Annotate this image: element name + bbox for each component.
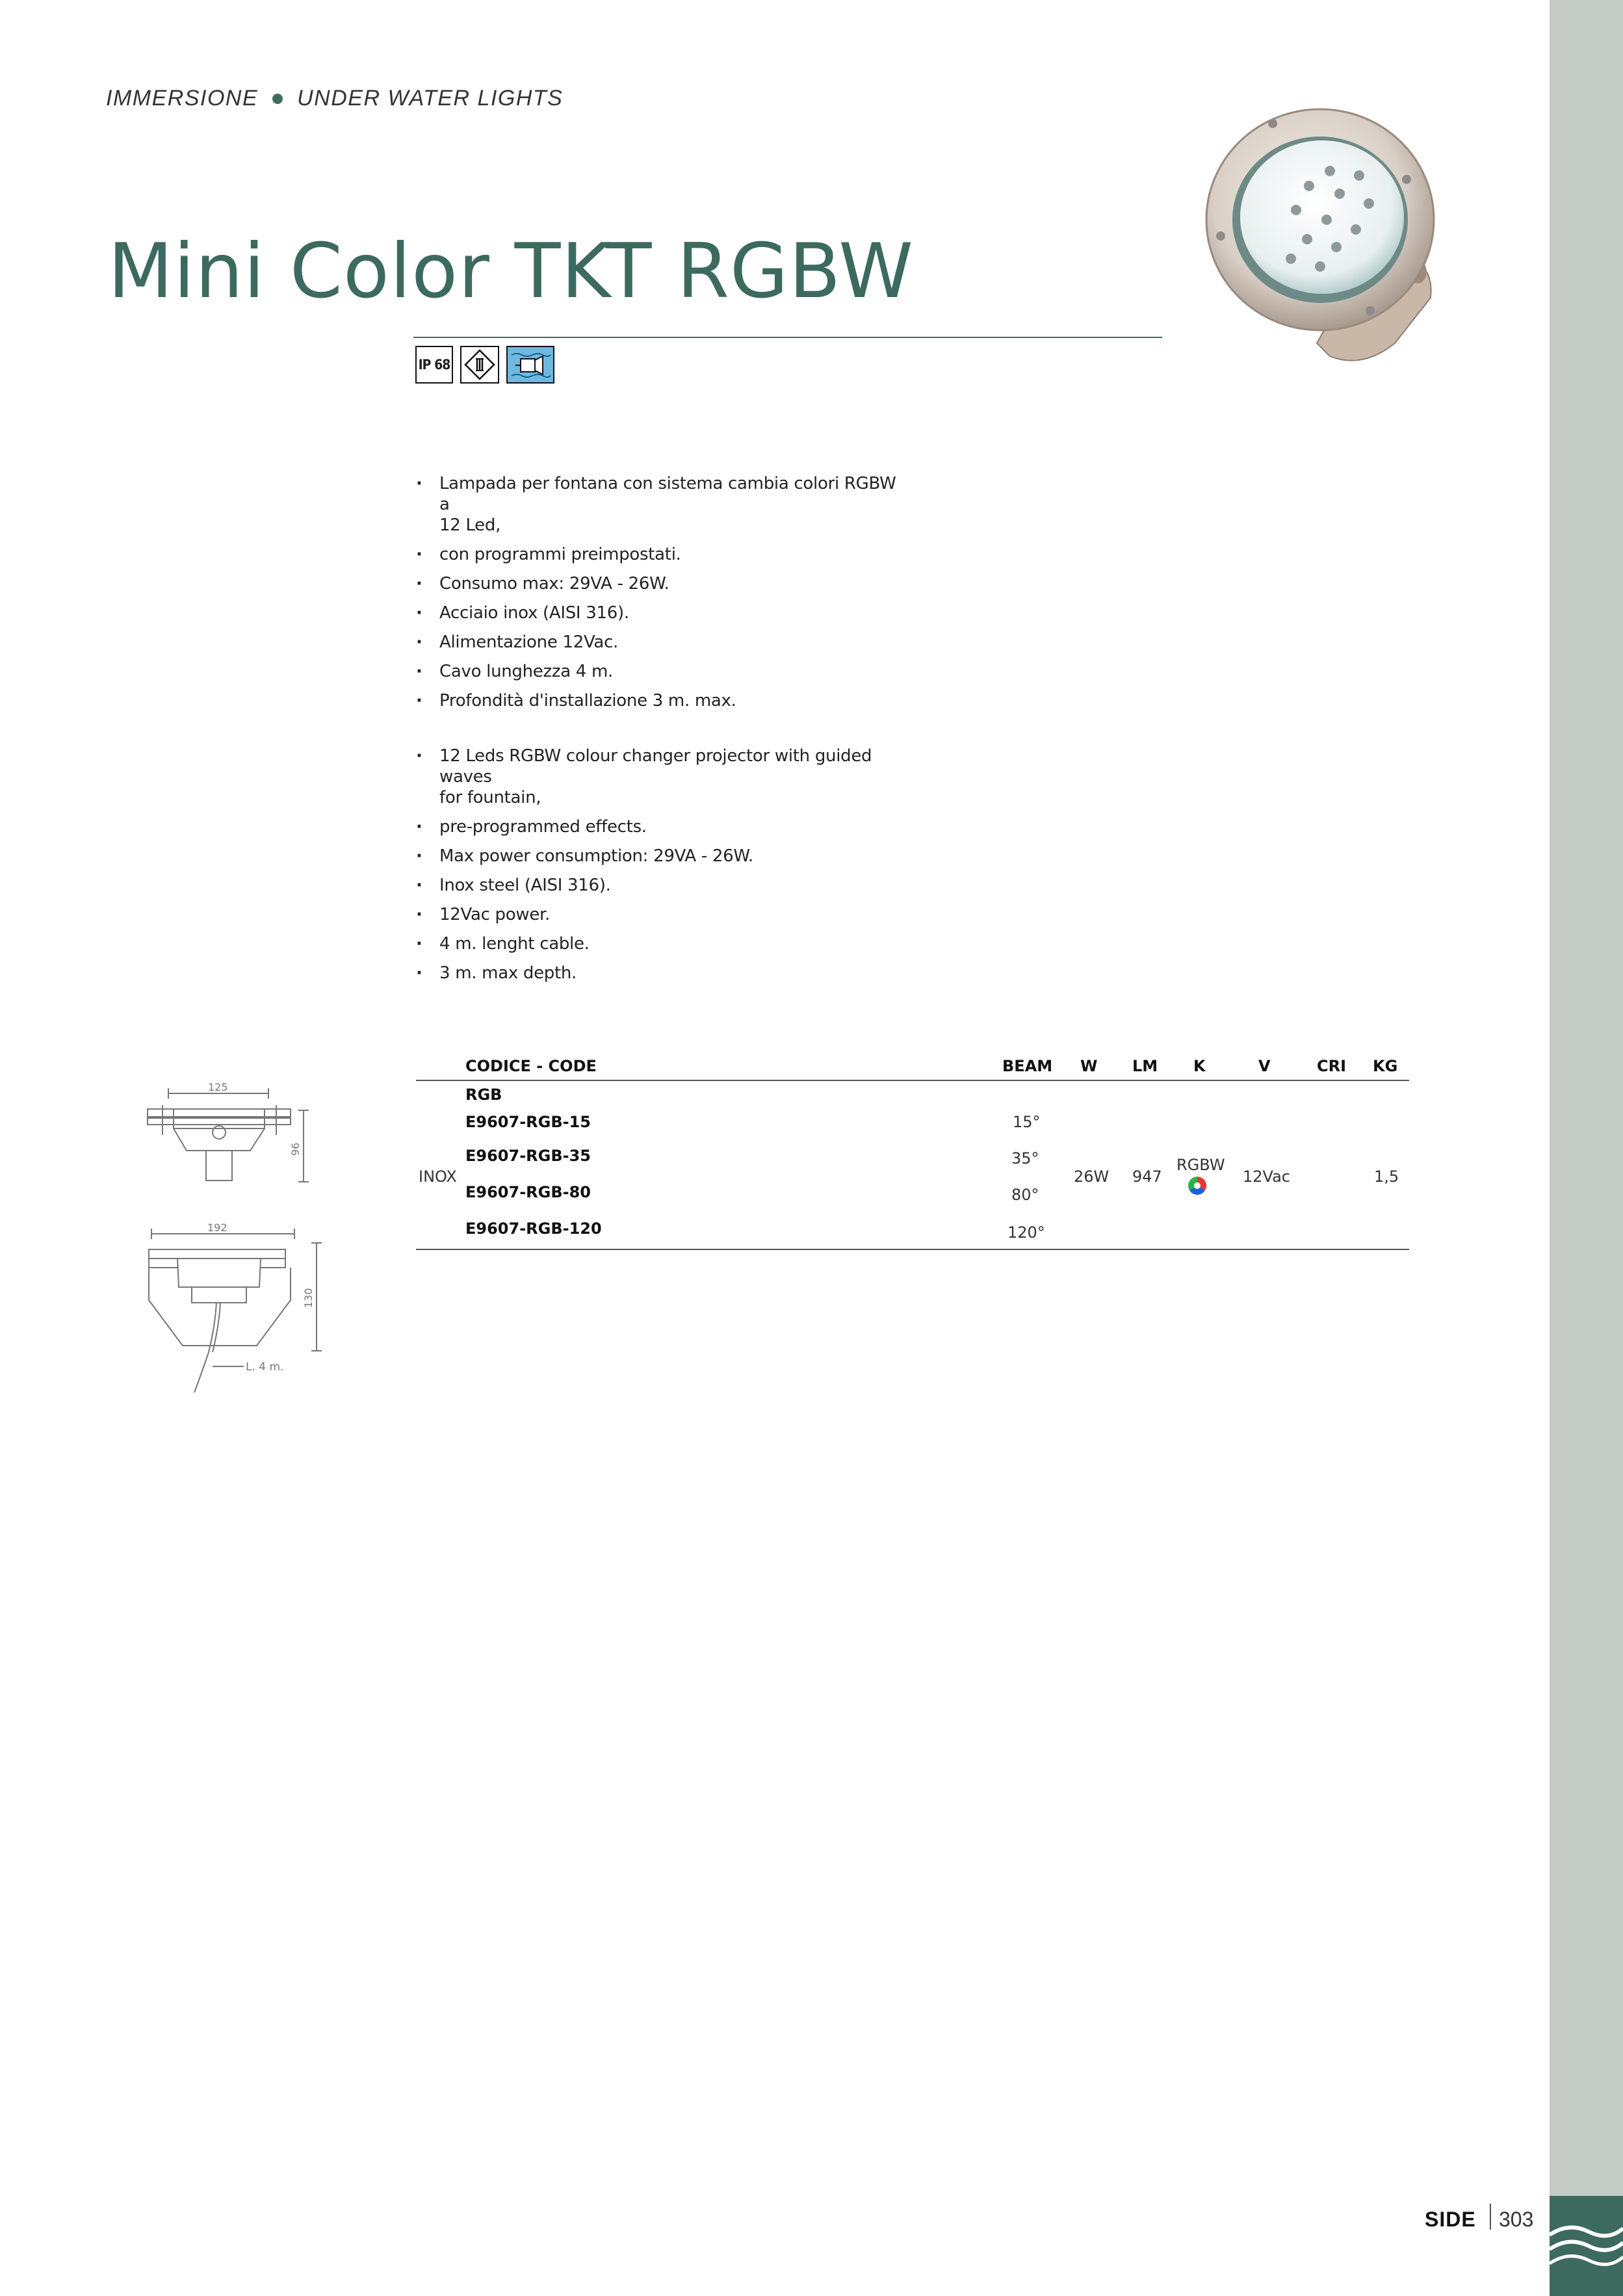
row-code-1: E9607-RGB-15 <box>465 1113 591 1131</box>
dim-cable: L. 4 m. <box>246 1361 284 1374</box>
footer-divider <box>1490 2204 1491 2230</box>
ip-rating-badge: IP 68 <box>415 346 453 384</box>
row-beam-1: 15° <box>1013 1113 1041 1131</box>
header-k: K <box>1193 1057 1206 1075</box>
title-divider <box>413 337 1162 338</box>
waves-logo-icon <box>1550 2196 1623 2296</box>
specs-english <box>416 746 897 984</box>
spec-en-5: · 12Vac power. <box>416 904 897 925</box>
weight-value: 1,5 <box>1374 1168 1399 1186</box>
dim-width-side: 192 <box>207 1221 227 1234</box>
row-code-4: E9607-RGB-120 <box>465 1220 602 1238</box>
dim-width-top: 125 <box>208 1081 228 1093</box>
material-value: INOX <box>419 1168 457 1186</box>
spec-it-3: · Consumo max: 29VA - 26W. <box>416 573 897 594</box>
row-beam-4: 120° <box>1007 1223 1045 1242</box>
spec-en-2: · pre-programmed effects. <box>416 816 897 837</box>
spec-it-6: · Cavo lunghezza 4 m. <box>416 661 897 682</box>
header-code: CODICE - CODE <box>465 1057 597 1075</box>
rgb-color-wheel-icon <box>1187 1175 1208 1196</box>
spec-en-7: · 3 m. max depth. <box>416 963 897 984</box>
category-en: UNDER WATER LIGHTS <box>297 86 564 111</box>
table-header-rule <box>416 1080 1409 1081</box>
row-code-2: E9607-RGB-35 <box>465 1147 591 1165</box>
spec-it-1: · Lampada per fontana con sistema cambia colori RGBW a 12 Led, <box>416 473 897 536</box>
spec-it-5: · Alimentazione 12Vac. <box>416 632 897 653</box>
header-v: V <box>1258 1057 1271 1075</box>
lumen-value: 947 <box>1132 1168 1162 1186</box>
header-lm: LM <box>1132 1057 1158 1075</box>
spec-en-4: · Inox steel (AISI 316). <box>416 875 897 896</box>
dim-height-top: 96 <box>289 1142 302 1156</box>
specifications <box>416 473 897 992</box>
spec-en-6: · 4 m. lenght cable. <box>416 933 897 954</box>
spec-en-1: · 12 Leds RGBW colour changer projector with guided waves for fountain, <box>416 746 897 808</box>
row-code-3: E9607-RGB-80 <box>465 1183 591 1201</box>
category-breadcrumb <box>106 86 563 111</box>
technical-drawing <box>140 1079 335 1404</box>
bullet-dot-icon <box>272 94 283 104</box>
row-beam-3: 80° <box>1011 1186 1039 1204</box>
class-iii-icon <box>460 346 499 384</box>
certification-icons <box>415 346 554 384</box>
table-footer-rule <box>416 1249 1409 1250</box>
page-title: Mini Color TKT RGBW <box>108 228 914 315</box>
footer-brand: SIDE <box>1425 2208 1476 2231</box>
header-beam: BEAM <box>1002 1057 1053 1075</box>
spec-it-7: · Profondità d'installazione 3 m. max. <box>416 690 897 711</box>
sidebar-band <box>1550 0 1623 2296</box>
row-beam-2: 35° <box>1011 1149 1039 1168</box>
page-number: 303 <box>1499 2208 1534 2231</box>
spec-it-4: · Acciaio inox (AISI 316). <box>416 603 897 623</box>
underwater-light-icon <box>506 346 554 384</box>
category-it: IMMERSIONE <box>106 86 259 111</box>
dim-height-side: 130 <box>302 1288 315 1308</box>
group-label: RGB <box>465 1086 502 1104</box>
header-kg: KG <box>1373 1057 1398 1075</box>
voltage-value: 12Vac <box>1243 1168 1290 1186</box>
kelvin-value: RGBW <box>1176 1156 1225 1174</box>
specs-italian <box>416 473 897 711</box>
header-w: W <box>1080 1057 1098 1075</box>
watt-value: 26W <box>1074 1168 1110 1186</box>
spec-en-3: · Max power consumption: 29VA - 26W. <box>416 846 897 867</box>
product-photo <box>1200 96 1447 376</box>
header-cri: CRI <box>1317 1057 1347 1075</box>
spec-it-2: · con programmi preimpostati. <box>416 544 897 565</box>
